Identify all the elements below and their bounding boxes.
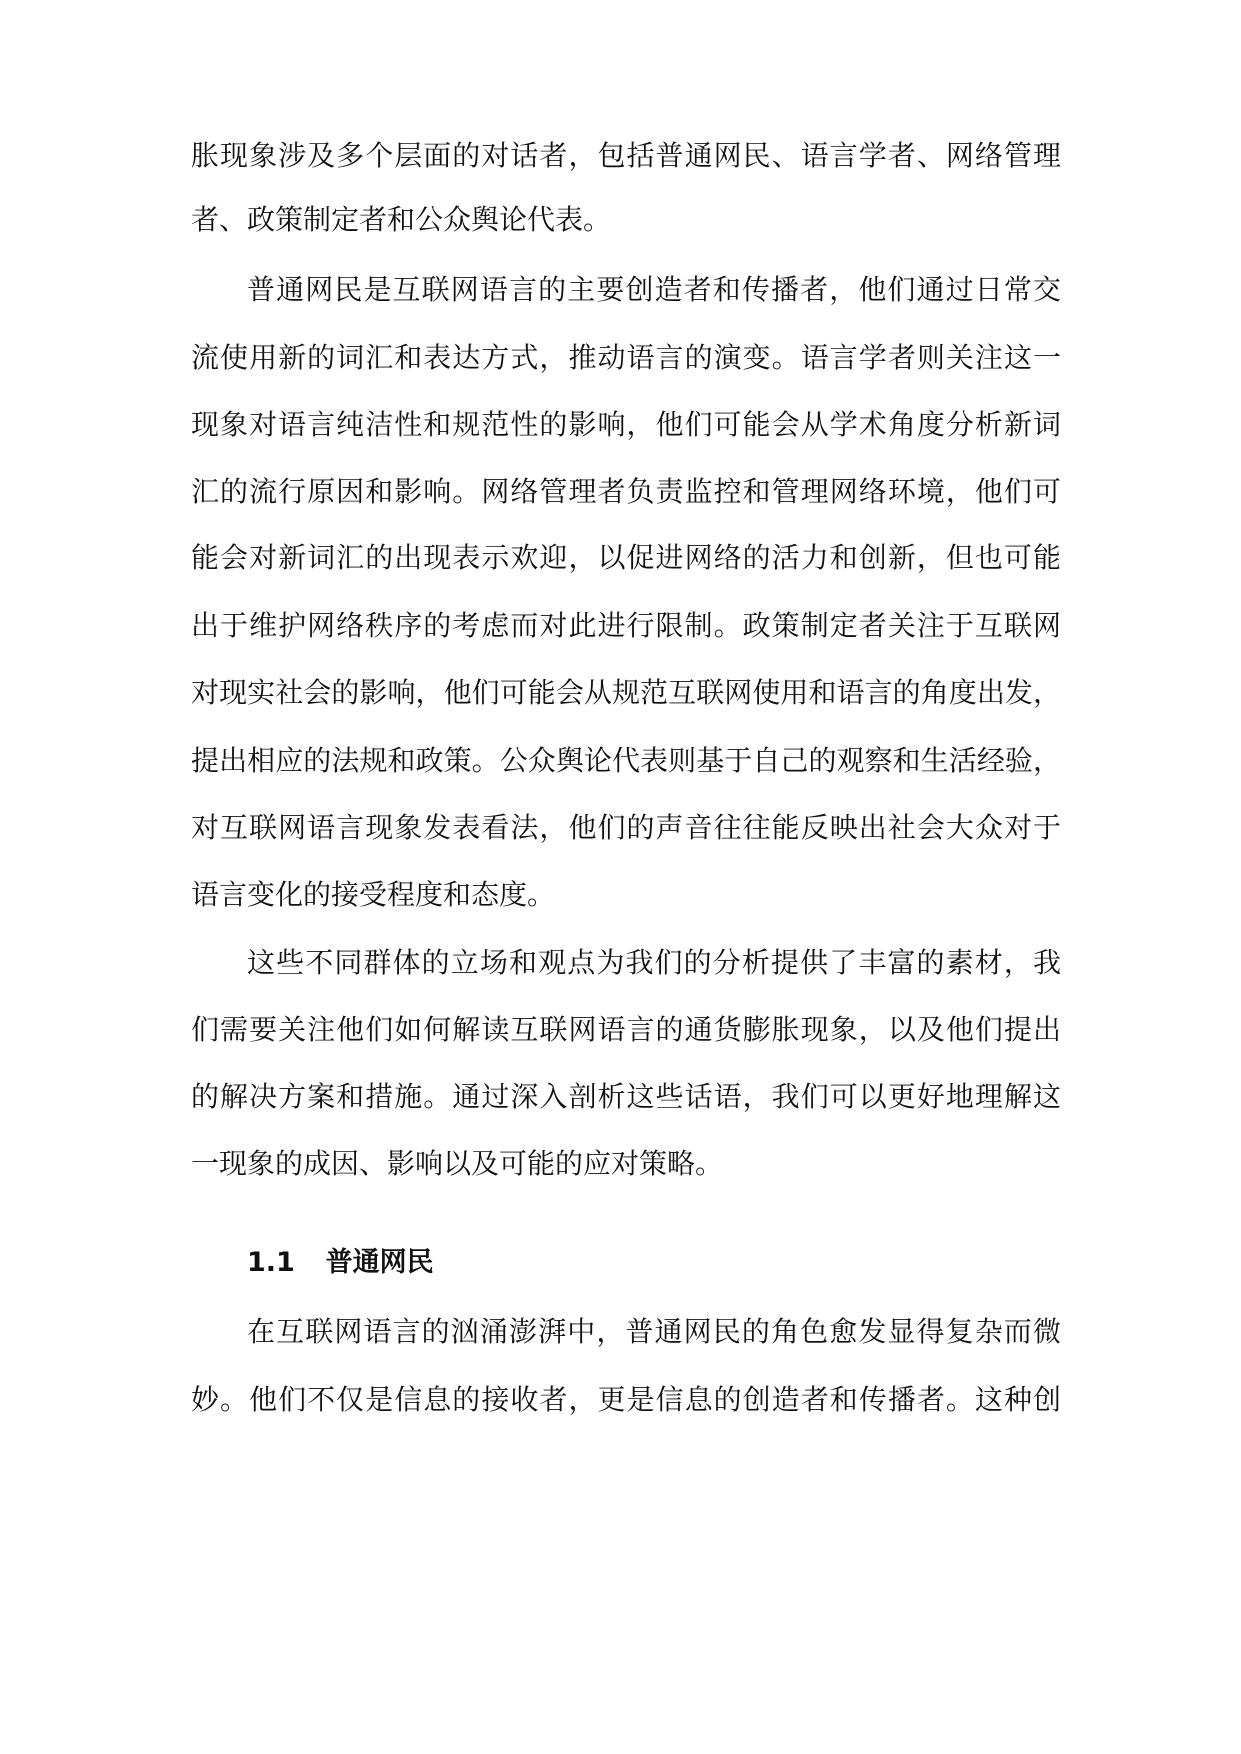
paragraph-2-line-2: 流使用新的词汇和表达方式，推动语言的演变。语言学者则关注这一 — [191, 341, 1061, 374]
paragraph-2-line-8: 提出相应的法规和政策。公众舆论代表则基于自己的观察和生活经验， — [191, 744, 1061, 777]
paragraph-2-line-9: 对互联网语言现象发表看法，他们的声音往往能反映出社会大众对于 — [191, 811, 1061, 844]
paragraph-2-line-6: 出于维护网络秩序的考虑而对此进行限制。政策制定者关注于互联网 — [191, 609, 1061, 642]
paragraph-3-line-2: 们需要关注他们如何解读互联网语言的通货膨胀现象，以及他们提出 — [191, 1013, 1061, 1046]
paragraph-2-line-3: 现象对语言纯洁性和规范性的影响，他们可能会从学术角度分析新词 — [191, 408, 1061, 441]
paragraph-2-line-10: 语言变化的接受程度和态度。 — [191, 878, 556, 911]
section-paragraph-line-2: 妙。他们不仅是信息的接收者，更是信息的创造者和传播者。这种创 — [191, 1383, 1061, 1416]
paragraph-3-line-1: 这些不同群体的立场和观点为我们的分析提供了丰富的素材，我 — [247, 946, 1061, 979]
section-heading — [247, 1243, 434, 1283]
section-number: 1.1 — [247, 1247, 295, 1278]
paragraph-3-line-3: 的解决方案和措施。通过深入剖析这些话语，我们可以更好地理解这 — [191, 1080, 1061, 1113]
paragraph-3-line-4: 一现象的成因、影响以及可能的应对策略。 — [191, 1147, 724, 1180]
paragraph-2-line-7: 对现实社会的影响，他们可能会从规范互联网使用和语言的角度出发， — [191, 676, 1061, 709]
section-title: 普通网民 — [325, 1247, 434, 1278]
section-paragraph-line-1: 在互联网语言的汹涌澎湃中，普通网民的角色愈发显得复杂而微 — [247, 1315, 1061, 1348]
paragraph-1-line-2: 者、政策制定者和公众舆论代表。 — [191, 203, 612, 236]
paragraph-2-line-5: 能会对新词汇的出现表示欢迎，以促进网络的活力和创新，但也可能 — [191, 541, 1061, 574]
paragraph-2-line-4: 汇的流行原因和影响。网络管理者负责监控和管理网络环境，他们可 — [191, 475, 1061, 508]
paragraph-1-line-1: 胀现象涉及多个层面的对话者，包括普通网民、语言学者、网络管理 — [191, 139, 1061, 172]
paragraph-2-line-1: 普通网民是互联网语言的主要创造者和传播者，他们通过日常交 — [247, 273, 1061, 306]
